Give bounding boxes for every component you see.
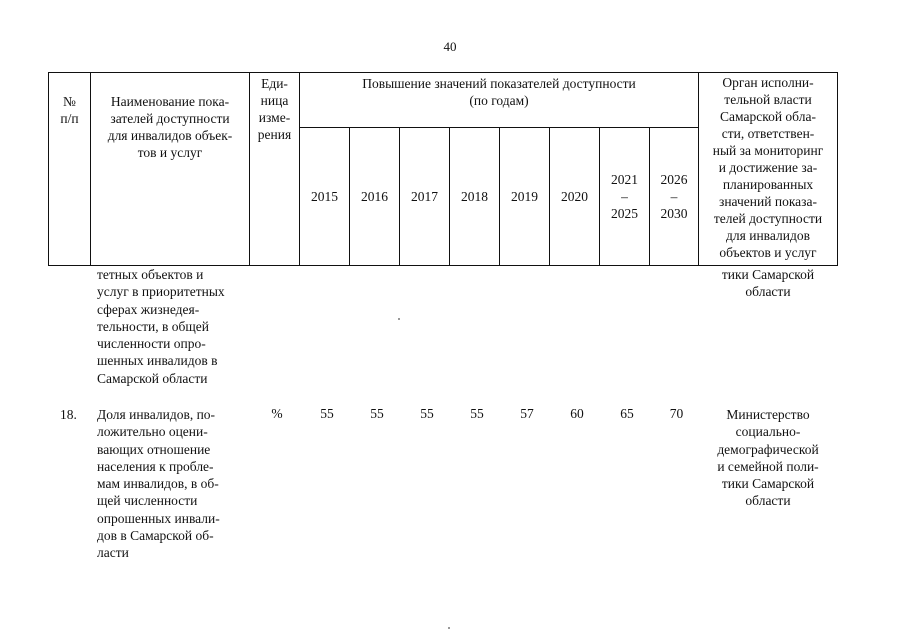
year-range-end: 2030	[660, 206, 688, 221]
scan-speck	[448, 627, 450, 629]
continued-name-line: тельности, в общей	[97, 318, 209, 334]
year-header-cell	[400, 128, 450, 266]
header-indicator-line: Наименование пока-	[110, 94, 230, 109]
row-name-line: мам инвалидов, в об-	[97, 476, 219, 492]
row-organ-line: демографической	[717, 441, 819, 457]
header-unit-line: рения	[257, 127, 292, 142]
year-label: 2020	[561, 189, 588, 204]
continued-organ-line: тики Самарской	[721, 267, 815, 282]
header-organ-line: значений показа-	[719, 194, 817, 209]
row-name-line: населения к пробле-	[97, 458, 214, 474]
year-range-start: 2021	[611, 172, 638, 187]
header-organ-line: тельной власти	[724, 92, 812, 107]
header-unit-line: изме-	[258, 110, 291, 125]
year-range-end: 2025	[611, 206, 638, 221]
row-number: 18.	[60, 407, 77, 422]
year-header-cell	[550, 128, 600, 266]
row-organ-line: социально-	[735, 424, 801, 440]
value-2026-2030: 70	[669, 406, 684, 421]
continued-name-line: тетных объектов и	[97, 267, 204, 282]
value-2015: 55	[320, 406, 334, 421]
header-organ-line: ный за мониторинг	[712, 143, 824, 158]
year-header-cell	[450, 128, 500, 266]
header-indicator-line: для инвалидов объек-	[107, 128, 233, 143]
value-2021-2025: 65	[620, 406, 634, 421]
header-organ-line: Орган исполни-	[722, 75, 814, 90]
value-2017: 55	[420, 406, 434, 421]
continued-organ-line: области	[745, 284, 791, 300]
header-number-line: №	[63, 94, 76, 109]
year-header-cell	[500, 128, 550, 266]
continued-indicator-name	[97, 266, 247, 387]
header-organ-line: для инвалидов	[726, 228, 810, 243]
header-number-cell	[49, 73, 91, 266]
row-name-line: опрошенных инвали-	[97, 510, 220, 526]
scan-speck	[398, 318, 400, 320]
row-organ-line: тики Самарской	[721, 476, 815, 492]
row-organ-line: области	[745, 493, 791, 509]
year-header-cell	[300, 128, 350, 266]
value-2020: 60	[570, 406, 584, 421]
header-number-line: п/п	[60, 111, 79, 126]
year-label: 2016	[361, 189, 388, 204]
row-name-line: ласти	[97, 545, 129, 561]
header-organ-line: планированных	[722, 177, 814, 192]
header-growth-line: Повышение значений показателей доступности	[362, 76, 636, 91]
header-organ-cell	[699, 73, 838, 266]
continued-name-line: Самарской области	[97, 370, 208, 386]
header-growth-cell	[300, 73, 699, 128]
continued-name-line: сферах жизнедея-	[97, 301, 200, 317]
year-range-start: 2026	[660, 172, 688, 187]
header-organ-line: объектов и услуг	[719, 245, 817, 260]
value-2016: 55	[370, 406, 384, 421]
row-name-line: вающих отношение	[97, 441, 211, 457]
header-indicator-name-cell	[91, 73, 250, 266]
header-organ-line: и достижение за-	[718, 160, 818, 175]
header-unit-line: ница	[260, 93, 289, 108]
row-name-line: ложительно оцени-	[97, 424, 208, 440]
year-range-dash: –	[621, 189, 628, 204]
year-label: 2017	[411, 189, 438, 204]
year-range-dash: –	[670, 189, 678, 204]
page-number: 40	[443, 39, 457, 54]
header-indicator-line: тов и услуг	[137, 145, 203, 160]
year-range-header-cell	[650, 128, 699, 266]
header-organ-line: сти, ответствен-	[721, 126, 815, 141]
year-label: 2018	[461, 189, 488, 204]
year-range-header-cell	[600, 128, 650, 266]
row-name-line: Доля инвалидов, по-	[97, 407, 216, 422]
row-unit: %	[271, 406, 283, 421]
value-2018: 55	[470, 406, 484, 421]
year-header-cell	[350, 128, 400, 266]
value-2019: 57	[520, 406, 534, 421]
header-indicator-line: зателей доступности	[110, 111, 230, 126]
row-organ-line: Министерство	[726, 407, 810, 422]
header-unit-cell	[250, 73, 300, 266]
row-name-line: щей численности	[97, 493, 198, 509]
row-organ-line: и семейной поли-	[717, 458, 819, 474]
header-organ-line: телей доступности	[713, 211, 823, 226]
header-unit-line: Еди-	[261, 76, 288, 91]
continued-organ	[700, 266, 836, 301]
continued-name-line: услуг в приоритетных	[97, 284, 225, 300]
row-indicator-name	[97, 406, 247, 562]
continued-name-line: шенных инвалидов в	[97, 353, 218, 369]
year-label: 2019	[511, 189, 538, 204]
continued-name-line: численности опро-	[97, 336, 206, 352]
indicator-table-header	[48, 72, 838, 266]
row-name-line: дов в Самарской об-	[97, 528, 214, 544]
header-organ-line: Самарской обла-	[720, 109, 816, 124]
header-growth-line: (по годам)	[469, 93, 529, 108]
row-organ	[700, 406, 836, 510]
year-label: 2015	[311, 189, 338, 204]
